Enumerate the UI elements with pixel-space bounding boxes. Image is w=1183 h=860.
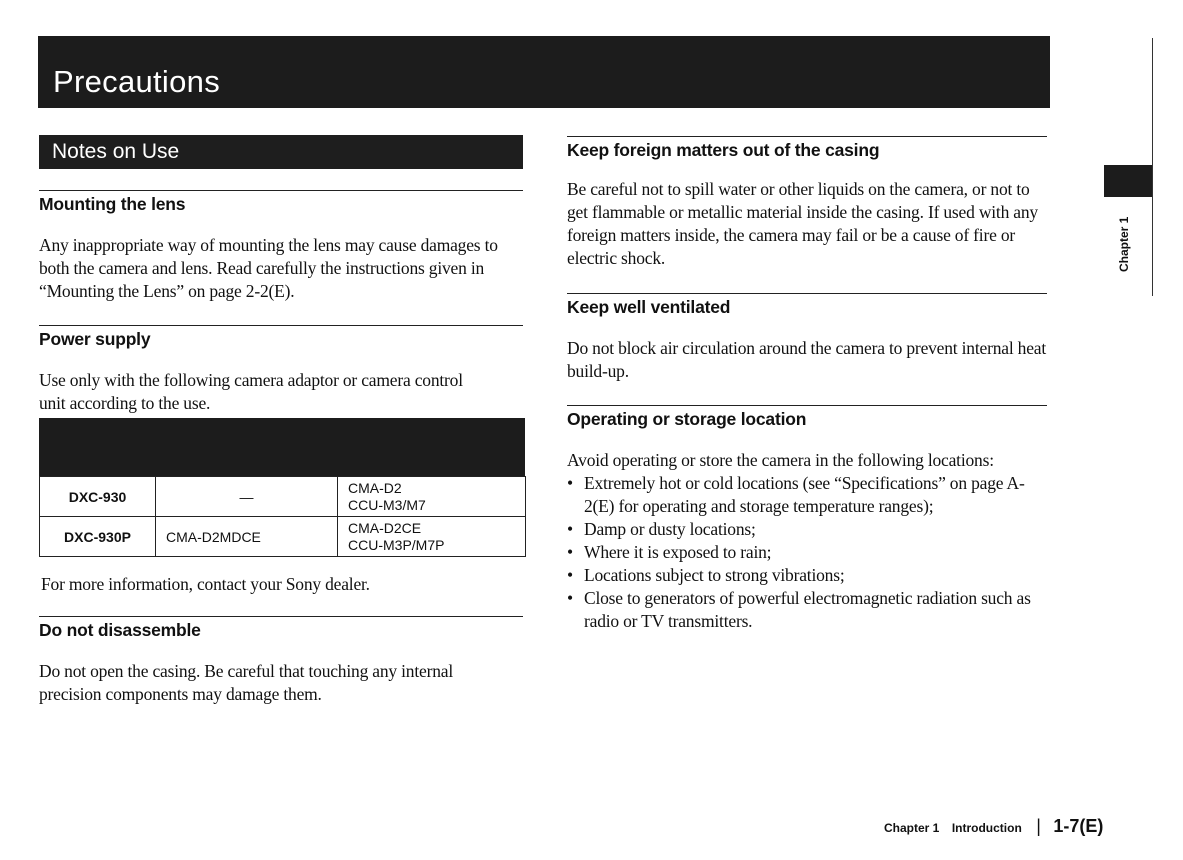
table-row [40, 477, 526, 517]
divider [567, 405, 1047, 406]
location-section [567, 405, 1047, 633]
foreign-heading: Keep foreign matters out of the casing [567, 140, 880, 160]
divider [39, 616, 523, 617]
bullet-icon: • [567, 565, 573, 585]
ccu-line: CCU-M3/M7 [348, 496, 426, 513]
bullet-icon: • [567, 473, 573, 493]
divider [39, 190, 523, 191]
divider [39, 325, 523, 326]
list-item [567, 587, 1047, 633]
chapter-side-label: Chapter 1 [1117, 216, 1131, 272]
power-heading: Power supply [39, 329, 151, 349]
power-note: For more information, contact your Sony dealer. [41, 574, 370, 594]
disassemble-heading: Do not disassemble [39, 620, 201, 640]
bullet-icon: • [567, 588, 573, 608]
page-number: 1-7(E) [1053, 816, 1104, 836]
table-cell-model: DXC-930P [40, 517, 156, 557]
mounting-heading: Mounting the lens [39, 194, 186, 214]
divider [567, 293, 1047, 294]
section-title: Notes on Use [52, 140, 180, 163]
title-bar [38, 36, 1050, 108]
list-item-text: Locations subject to strong vibrations; [584, 565, 845, 585]
foreign-section [567, 136, 1047, 270]
mounting-section [39, 190, 523, 303]
table-cell-adaptor: — [156, 477, 338, 517]
power-section [39, 325, 523, 415]
list-item [567, 518, 1047, 541]
bullet-icon: • [567, 519, 573, 539]
table-header-band [39, 418, 525, 476]
location-list [567, 472, 1047, 633]
footer-separator: | [1036, 816, 1041, 836]
list-item-text: Extremely hot or cold locations (see “Specifications” on page A-2(E) for operating and storage temperature ranges); [584, 473, 1025, 516]
list-item-text: Damp or dusty locations; [584, 519, 756, 539]
disassemble-section [39, 616, 523, 706]
location-heading: Operating or storage location [567, 409, 807, 429]
power-text: Use only with the following camera adaptor or camera control unit according to the use. [39, 370, 463, 413]
location-intro: Avoid operating or store the camera in the following locations: [567, 450, 994, 470]
footer-section: Introduction [951, 821, 1022, 835]
foreign-text: Be careful not to spill water or other liquids on the camera, or not to get flammable or metallic material inside the casing. If used with any foreign matters inside, the camera may fail or be a cause of fire or electric shock. [567, 179, 1038, 268]
mounting-text: Any inappropriate way of mounting the lens may cause damages to both the camera and lens. Read carefully the instructions given in “Mounting the Lens” on page 2-2(E). [39, 235, 498, 301]
footer-chapter: Chapter 1 [884, 821, 940, 835]
bullet-icon: • [567, 542, 573, 562]
ventilated-heading: Keep well ventilated [567, 297, 731, 317]
list-item-text: Close to generators of powerful electromagnetic radiation such as radio or TV transmitters. [584, 588, 1031, 631]
section-bar [39, 135, 523, 169]
list-item [567, 564, 1047, 587]
ventilated-section [567, 293, 1047, 383]
list-item [567, 472, 1047, 518]
power-table [39, 476, 526, 557]
page-title: Precautions [53, 64, 221, 99]
ccu-line: CMA-D2 [348, 479, 402, 496]
table-cell-ccu [338, 517, 526, 557]
ccu-line: CMA-D2CE [348, 519, 422, 536]
table-cell-adaptor: CMA-D2MDCE [156, 517, 338, 557]
page-footer [884, 816, 1103, 837]
list-item [567, 541, 1047, 564]
side-rule [1152, 38, 1153, 296]
disassemble-text: Do not open the casing. Be careful that touching any internal precision components may damage them. [39, 661, 453, 704]
ventilated-text: Do not block air circulation around the camera to prevent internal heat build-up. [567, 338, 1047, 381]
table-cell-ccu [338, 477, 526, 517]
table-row [40, 517, 526, 557]
ccu-line: CCU-M3P/M7P [348, 536, 445, 553]
divider [567, 136, 1047, 137]
table-cell-model: DXC-930 [40, 477, 156, 517]
chapter-tab-marker [1104, 165, 1152, 197]
list-item-text: Where it is exposed to rain; [584, 542, 772, 562]
